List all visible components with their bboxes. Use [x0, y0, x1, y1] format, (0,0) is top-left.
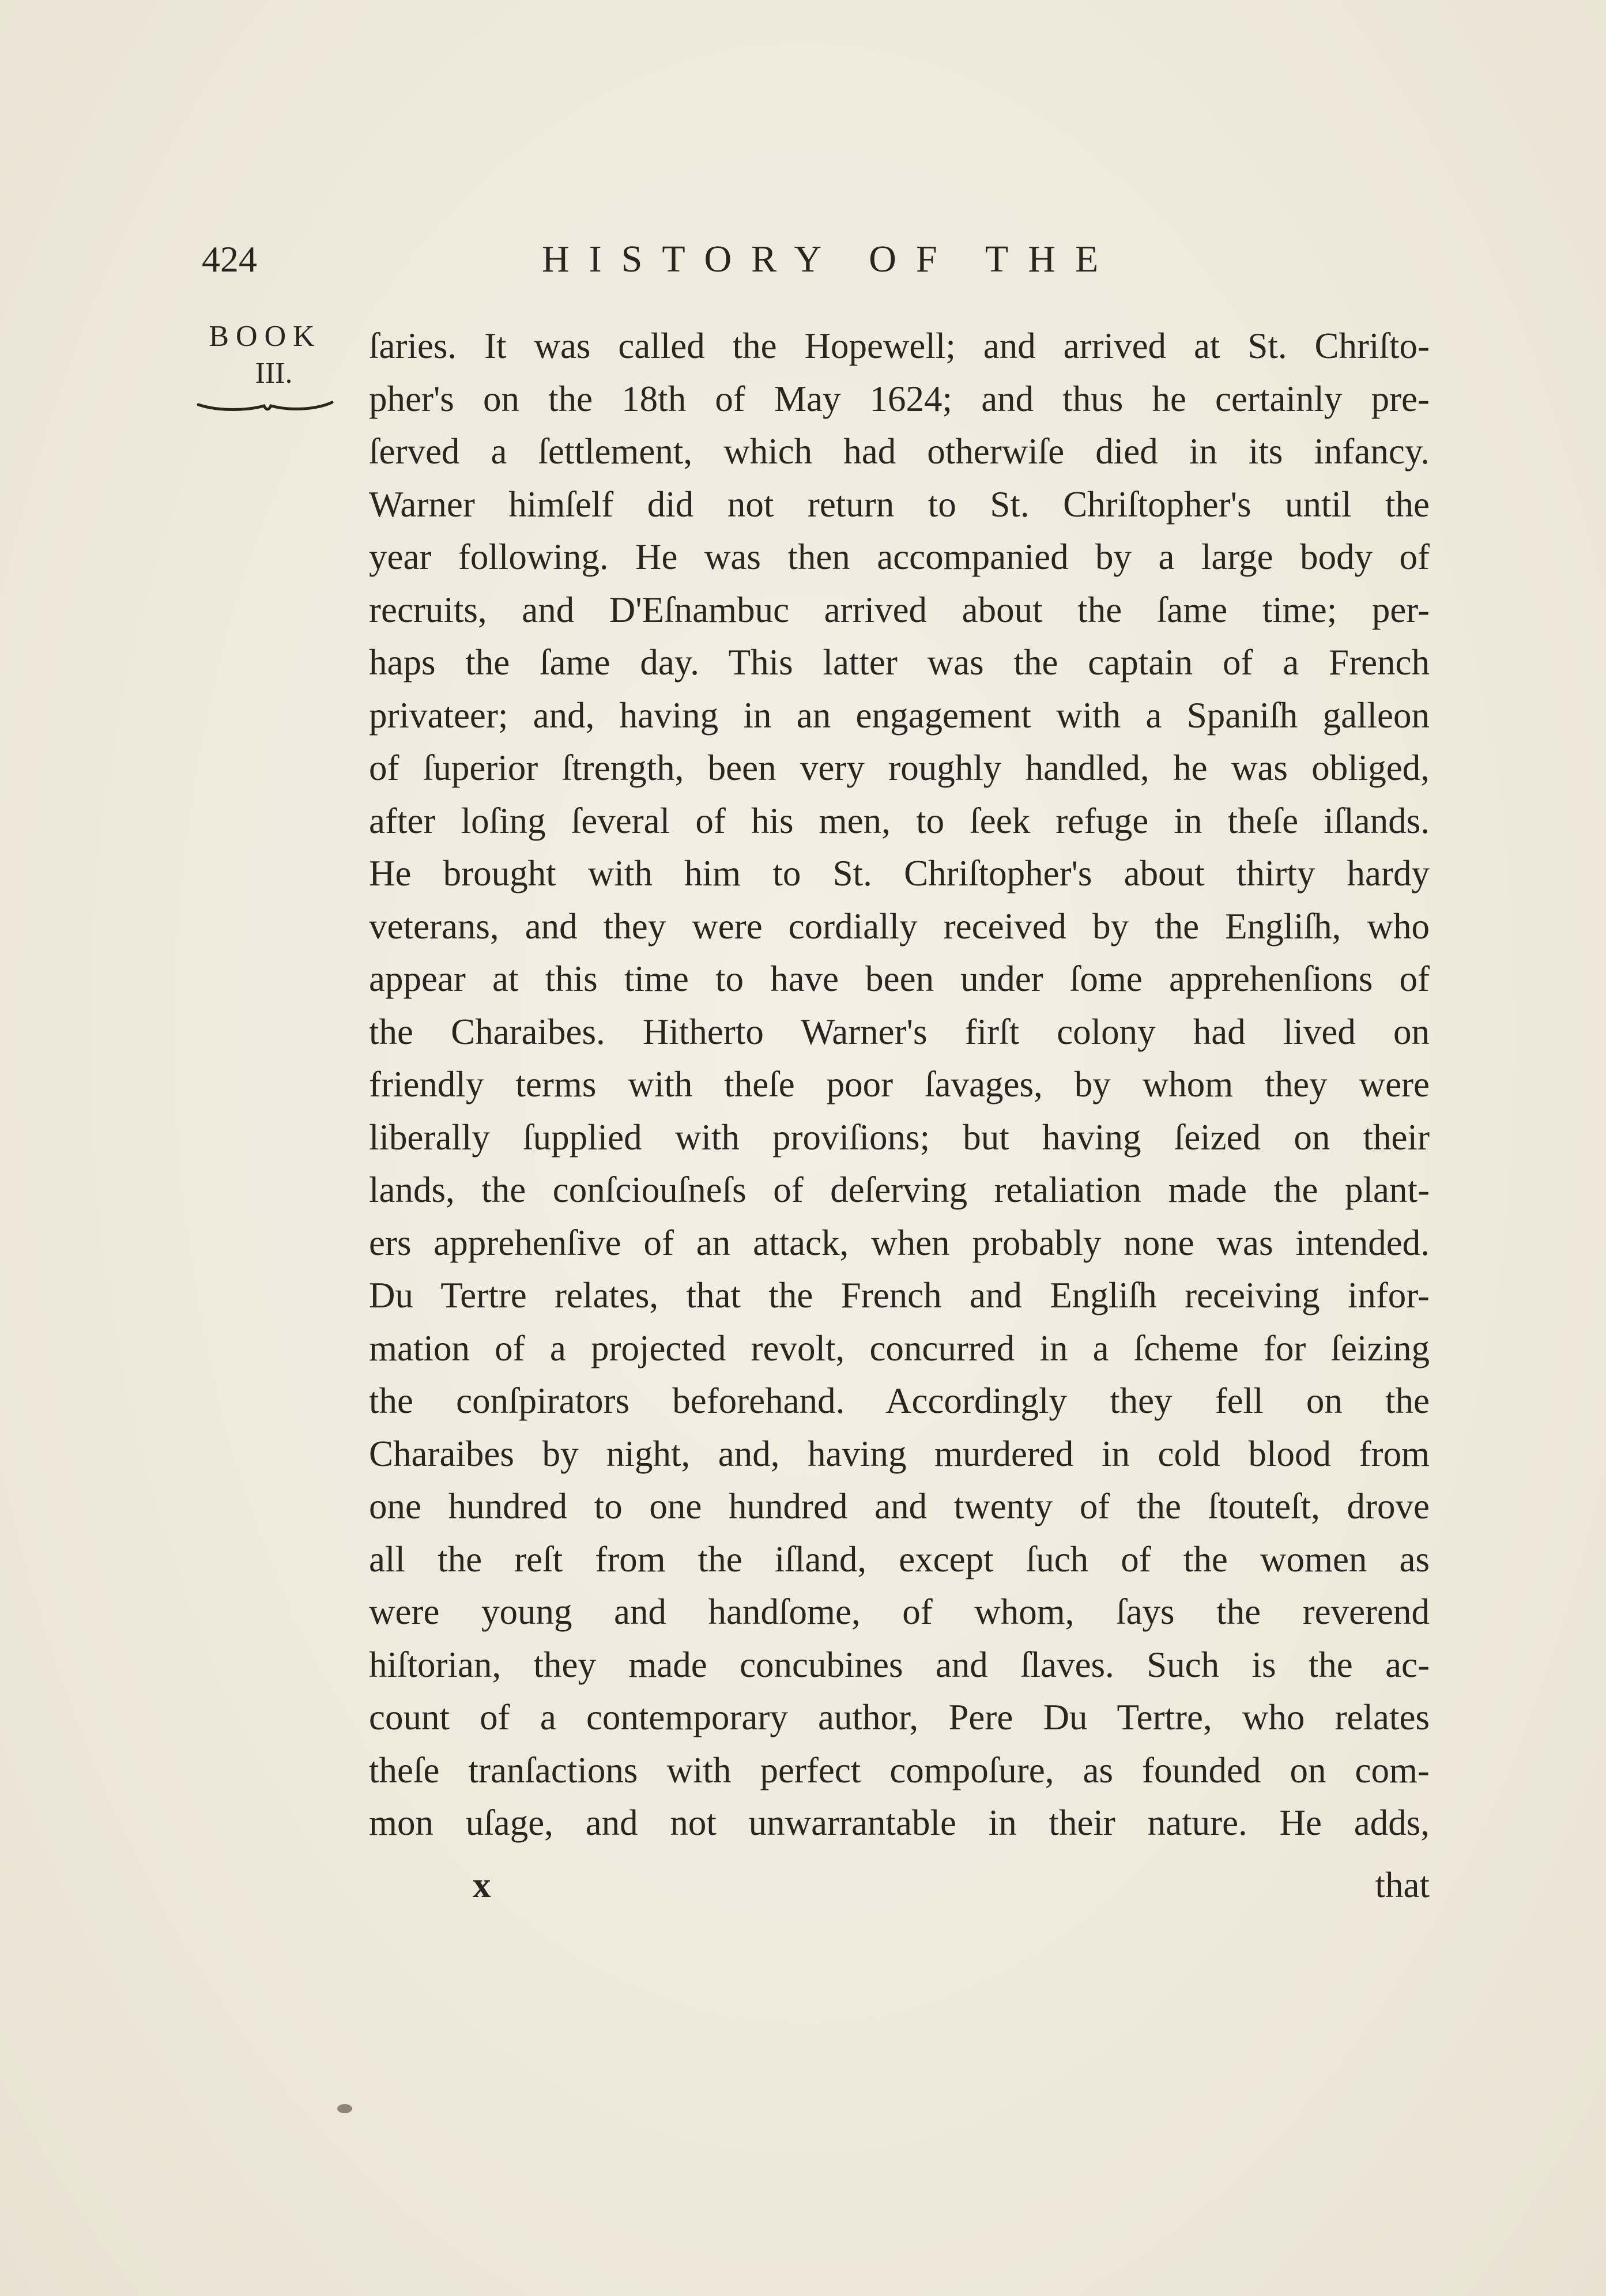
text-line: ſerved a ſettlement, which had otherwiſe died in its infancy. [369, 431, 1430, 472]
body-text [369, 320, 1430, 1850]
text-line: count of a contemporary author, Pere Du Tertre, who relates [369, 1697, 1430, 1737]
text-line: veterans, and they were cordially received by the Engliſh, who [369, 906, 1430, 947]
text-line: the conſpirators beforehand. Accordingly they fell on the [369, 1381, 1430, 1421]
text-line: He brought with him to St. Chriſtopher's about thirty hardy [369, 853, 1430, 893]
signature-mark: x [473, 1865, 491, 1905]
text-line: mation of a projected revolt, concurred in a ſcheme for ſeizing [369, 1328, 1430, 1368]
page-footer [369, 1859, 1430, 1911]
margin-book-label: BOOK [209, 320, 322, 353]
text-line: theſe tranſactions with perfect compoſure, as founded on com- [369, 1750, 1430, 1790]
text-line: haps the ſame day. This latter was the captain of a French [369, 642, 1430, 683]
page-number: 424 [202, 239, 257, 280]
text-line: ſaries. It was called the Hopewell; and arrived at St. Chriſto- [369, 326, 1430, 366]
text-line: year following. He was then accompanied by a large body of [369, 537, 1430, 577]
text-line: lands, the conſciouſneſs of deſerving retaliation made the plant- [369, 1170, 1430, 1210]
text-line: all the reſt from the iſland, except ſuch of the women as [369, 1539, 1430, 1579]
text-line: of ſuperior ſtrength, been very roughly handled, he was obliged, [369, 748, 1430, 788]
text-line: recruits, and D'Eſnambuc arrived about the ſame time; per- [369, 589, 1430, 630]
text-line: ers apprehenſive of an attack, when probably none was intended. [369, 1222, 1430, 1263]
text-line: one hundred to one hundred and twenty of the ſtouteſt, drove [369, 1486, 1430, 1526]
page-header [190, 233, 1458, 285]
text-line: Warner himſelf did not return to St. Chriſtopher's until the [369, 484, 1430, 525]
running-head: HISTORY OF THE [542, 238, 1118, 280]
text-line: hiſtorian, they made concubines and ſlaves. Such is the ac- [369, 1644, 1430, 1685]
text-line: pher's on the 18th of May 1624; and thus he certainly pre- [369, 378, 1430, 419]
text-line: Charaibes by night, and, having murdered in cold blood from [369, 1433, 1430, 1474]
text-line: friendly terms with theſe poor ſavages, by whom they were [369, 1064, 1430, 1104]
text-line: liberally ſupplied with proviſions; but having ſeized on their [369, 1117, 1430, 1158]
flourish-ornament [196, 397, 334, 414]
text-line: the Charaibes. Hitherto Warner's firſt colony had lived on [369, 1011, 1430, 1052]
text-line: appear at this time to have been under ſome apprehenſions of [369, 959, 1430, 999]
text-line: privateer; and, having in an engagement with a Spaniſh galleon [369, 695, 1430, 736]
margin-note [190, 318, 340, 414]
text-line: after loſing ſeveral of his men, to ſeek refuge in theſe iſlands. [369, 800, 1430, 841]
text-line: were young and handſome, of whom, ſays the reverend [369, 1592, 1430, 1632]
text-line: mon uſage, and not unwarrantable in their nature. He adds, [369, 1803, 1430, 1843]
text-line: Du Tertre relates, that the French and Engliſh receiving infor- [369, 1275, 1430, 1315]
paper-speck [337, 2104, 352, 2113]
catchword: that [1375, 1865, 1430, 1905]
margin-book-number: III. [255, 357, 293, 390]
